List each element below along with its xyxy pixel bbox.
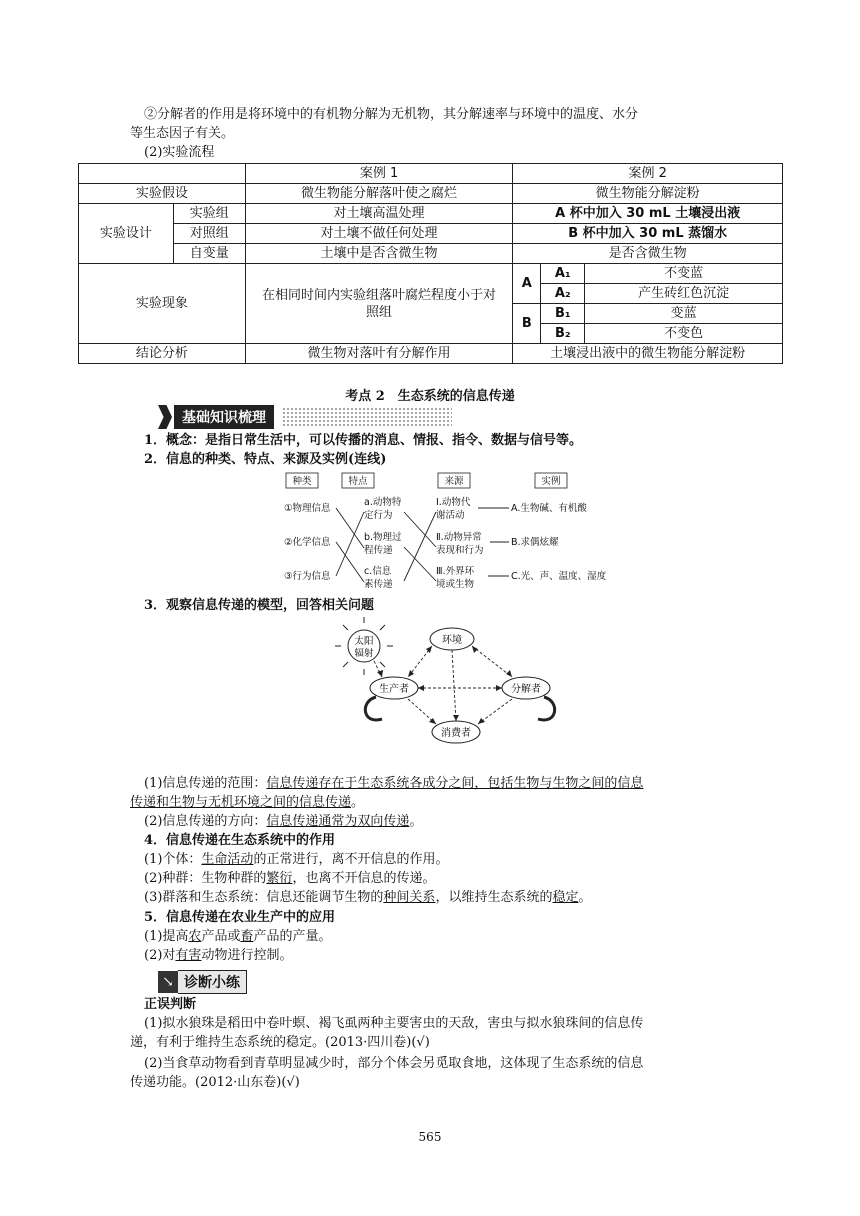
row-label-exp-group: 实验组 xyxy=(173,204,245,224)
judge-1-line-1: (1)拟水狼珠是稻田中卷叶螟、褐飞虱两种主要害虫的天敌，害虫与拟水狼珠间的信息传 xyxy=(144,1016,644,1031)
basic-knowledge-banner xyxy=(158,405,452,429)
kind-behavior: ③行为信息 xyxy=(284,571,331,582)
variable-case-1: 土壤中是否含微生物 xyxy=(245,244,513,264)
row-label-conclusion: 结论分析 xyxy=(79,344,246,364)
cup-b: B xyxy=(513,304,541,344)
ctrl-group-case-2: B 杯中加入 30 mL 蒸馏水 xyxy=(513,224,783,244)
feature-b-line-2: 程传递 xyxy=(364,545,393,556)
role-3-prefix: (3)群落和生态系统：信息还能调节生物的 xyxy=(144,890,384,905)
point-2: 2．信息的种类、特点、来源及实例(连线) xyxy=(144,452,387,467)
question-1-answer-2: 传递和生物与无机环境之间的信息传递 xyxy=(130,795,352,810)
question-2-end: 。 xyxy=(409,814,423,829)
agri-yield xyxy=(144,928,331,946)
question-1-line-1 xyxy=(144,775,643,793)
chevron-right-icon xyxy=(158,405,172,429)
feature-b-line-1: b.物理过 xyxy=(364,532,402,543)
section-title: 考点 2 生态系统的信息传递 xyxy=(345,389,515,404)
question-2 xyxy=(144,813,422,831)
arrow-down-right-icon: ↘ xyxy=(158,971,178,993)
role-3-answer-2: 稳定 xyxy=(552,890,579,905)
role-community xyxy=(144,889,591,907)
question-1-end: 。 xyxy=(351,795,365,810)
question-2-prefix: (2)信息传递的方向： xyxy=(144,814,267,829)
kind-physical: ①物理信息 xyxy=(284,503,331,514)
sun-label-2: 辐射 xyxy=(354,648,374,659)
exp-group-case-1: 对土壤高温处理 xyxy=(245,204,513,224)
dot-pattern-decoration xyxy=(282,407,452,427)
source-2-line-1: Ⅱ.动物异常 xyxy=(436,532,482,543)
agri-1-prefix: (1)提高 xyxy=(144,929,189,944)
flow-title: (2)实验流程 xyxy=(144,145,215,160)
agri-2-prefix: (2)对 xyxy=(144,948,176,963)
phenomenon-case-1: 在相同时间内实验组落叶腐烂程度小于对照组 xyxy=(245,264,513,344)
row-label-ctrl-group: 对照组 xyxy=(173,224,245,244)
feature-c-line-1: c.信息 xyxy=(364,566,392,577)
sun-label-1: 太阳 xyxy=(354,636,374,647)
node-environment: 环境 xyxy=(442,635,462,646)
row-label-design: 实验设计 xyxy=(79,204,174,264)
ecosystem-info-model xyxy=(330,617,560,767)
role-3-end: 。 xyxy=(578,890,592,905)
hypothesis-case-2: 微生物能分解淀粉 xyxy=(513,184,783,204)
header-example: 实例 xyxy=(541,476,561,487)
exp-group-case-2: A 杯中加入 30 mL 土壤浸出液 xyxy=(513,204,783,224)
experiment-table xyxy=(78,163,783,364)
intro-line-1: ②分解者的作用是将环境中的有机物分解为无机物，其分解速率与环境中的温度、水分 xyxy=(144,107,639,122)
header-case-2: 案例 2 xyxy=(513,164,783,184)
feature-a-line-1: a.动物特 xyxy=(364,497,402,508)
role-3-answer-1: 种间关系 xyxy=(383,890,436,905)
header-feature: 特点 xyxy=(348,476,368,487)
node-consumer: 消费者 xyxy=(441,728,471,739)
ctrl-group-case-1: 对土壤不做任何处理 xyxy=(245,224,513,244)
hypothesis-case-1: 微生物能分解落叶使之腐烂 xyxy=(245,184,513,204)
role-2-suffix: ，也离不开信息的传递。 xyxy=(292,871,436,886)
agri-1-middle: 产品或 xyxy=(201,929,241,944)
source-3-line-1: Ⅲ.外界环 xyxy=(436,566,475,577)
agri-control xyxy=(144,947,292,965)
point-1: 1．概念：是指日常生活中，可以传播的消息、情报、指令、数据与信号等。 xyxy=(144,433,583,448)
conclusion-case-1: 微生物对落叶有分解作用 xyxy=(245,344,513,364)
example-b: B.求偶炫耀 xyxy=(511,537,559,548)
cup-a1: A₁ xyxy=(541,264,585,284)
feature-c-line-2: 素传递 xyxy=(364,579,393,590)
row-label-hypothesis: 实验假设 xyxy=(79,184,246,204)
table-corner xyxy=(79,164,246,184)
cup-a1-result: 不变蓝 xyxy=(585,264,783,284)
cup-b2-result: 不变色 xyxy=(585,324,783,344)
role-population xyxy=(144,870,435,888)
cup-b1: B₁ xyxy=(541,304,585,324)
conclusion-case-2: 土壤浸出液中的微生物能分解淀粉 xyxy=(513,344,783,364)
question-1-line-2 xyxy=(130,794,364,812)
question-2-answer: 信息传递通常为双向传递 xyxy=(266,814,410,829)
decomposer-self-loop-icon xyxy=(538,697,555,720)
kind-chemical: ②化学信息 xyxy=(284,537,331,548)
cup-b2: B₂ xyxy=(541,324,585,344)
source-1-line-2: 谢活动 xyxy=(436,510,465,521)
role-3-middle: ，以维持生态系统的 xyxy=(435,890,553,905)
node-decomposer: 分解者 xyxy=(511,684,541,695)
page-number: 565 xyxy=(418,1130,442,1144)
banner2-label: 诊断小练 xyxy=(178,970,247,994)
role-1-suffix: 的正常进行，离不开信息的作用。 xyxy=(253,852,449,867)
judge-1-line-2: 递，有利于维持生态系统的稳定。(2013·四川卷)(√) xyxy=(130,1035,430,1050)
question-1-answer-1: 信息传递存在于生态系统各成分之间，包括生物与生物之间的信息 xyxy=(266,776,644,791)
producer-self-loop-icon xyxy=(365,697,382,720)
example-a: A.生物碱、有机酸 xyxy=(511,503,587,514)
source-1-line-1: Ⅰ.动物代 xyxy=(436,497,471,508)
info-matching-diagram xyxy=(280,470,620,595)
banner-label: 基础知识梳理 xyxy=(174,405,274,429)
cup-a2: A₂ xyxy=(541,284,585,304)
variable-case-2: 是否含微生物 xyxy=(513,244,783,264)
agri-1-suffix: 产品的产量。 xyxy=(253,929,332,944)
row-label-phenomenon: 实验现象 xyxy=(79,264,246,344)
node-producer: 生产者 xyxy=(379,684,409,695)
source-3-line-2: 境或生物 xyxy=(436,579,475,590)
role-1-prefix: (1)个体： xyxy=(144,852,202,867)
header-kind: 种类 xyxy=(292,476,312,487)
point-5: 5．信息传递在农业生产中的应用 xyxy=(144,910,336,925)
role-1-answer: 生命活动 xyxy=(201,852,254,867)
row-label-variable: 自变量 xyxy=(173,244,245,264)
diagnosis-banner xyxy=(158,970,247,994)
judge-title: 正误判断 xyxy=(144,997,197,1012)
header-source: 来源 xyxy=(444,476,464,487)
question-1-prefix: (1)信息传递的范围： xyxy=(144,776,267,791)
example-c: C.光、声、温度、湿度 xyxy=(511,571,607,582)
feature-a-line-2: 定行为 xyxy=(364,510,393,521)
agri-2-answer: 有害 xyxy=(175,948,202,963)
agri-1-answer-1: 农 xyxy=(188,929,202,944)
cup-b1-result: 变蓝 xyxy=(585,304,783,324)
role-individual xyxy=(144,851,448,869)
role-2-answer: 繁衍 xyxy=(266,871,293,886)
source-2-line-2: 表现和行为 xyxy=(436,545,484,556)
agri-1-answer-2: 畜 xyxy=(240,929,254,944)
cup-a2-result: 产生砖红色沉淀 xyxy=(585,284,783,304)
header-case-1: 案例 1 xyxy=(245,164,513,184)
role-2-prefix: (2)种群：生物种群的 xyxy=(144,871,267,886)
point-4: 4．信息传递在生态系统中的作用 xyxy=(144,833,336,848)
intro-line-2: 等生态因子有关。 xyxy=(130,126,235,141)
point-3: 3．观察信息传递的模型，回答相关问题 xyxy=(144,598,375,613)
judge-2-line-2: 传递功能。(2012·山东卷)(√) xyxy=(130,1075,300,1090)
cup-a: A xyxy=(513,264,541,304)
judge-2-line-1: (2)当食草动物看到青草明显减少时，部分个体会另觅取食地，这体现了生态系统的信息 xyxy=(144,1056,644,1071)
agri-2-suffix: 动物进行控制。 xyxy=(201,948,293,963)
